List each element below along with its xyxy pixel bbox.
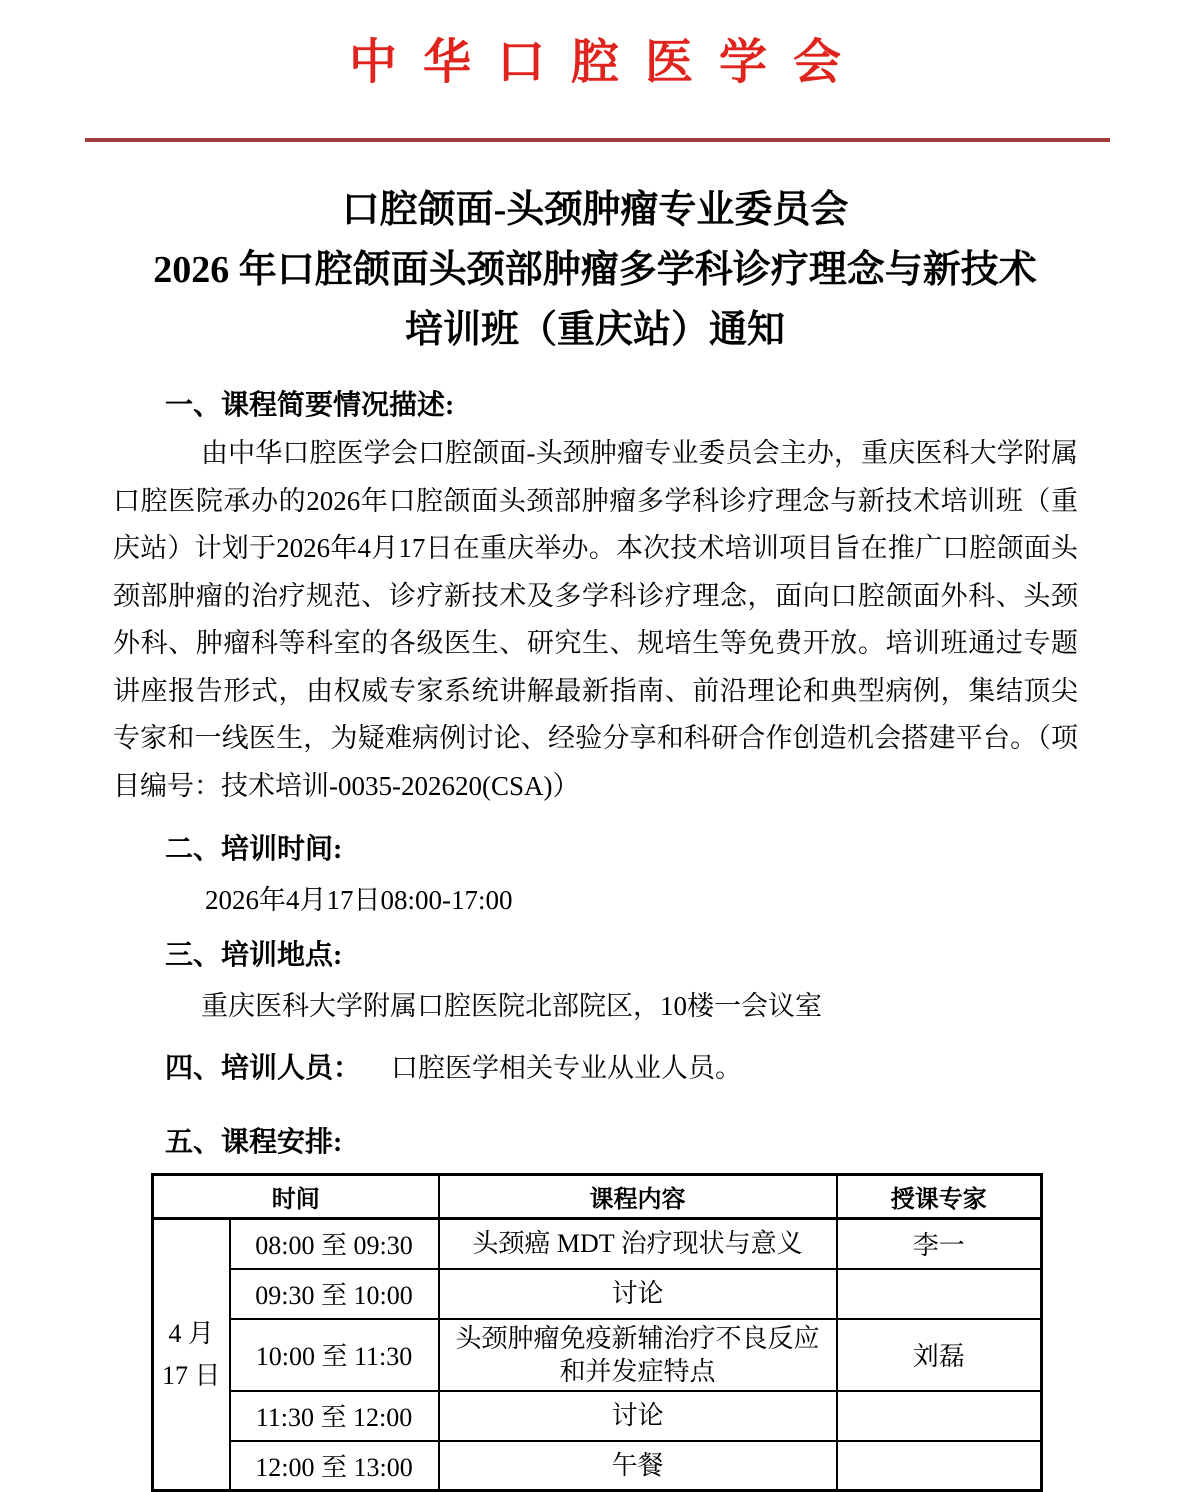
table-row bbox=[153, 1219, 1042, 1269]
schedule-content-cell: 讨论 bbox=[439, 1391, 837, 1441]
section2-body: 2026年4月17日08:00-17:00 bbox=[205, 885, 513, 915]
schedule-date-day: 17 日 bbox=[162, 1360, 221, 1390]
schedule-expert-cell bbox=[837, 1441, 1042, 1491]
doc-title-line1: 口腔颌面-头颈肿瘤专业委员会 bbox=[341, 189, 849, 231]
schedule-header-content: 课程内容 bbox=[439, 1175, 837, 1219]
table-row bbox=[153, 1441, 1042, 1491]
schedule-table bbox=[151, 1173, 1043, 1492]
schedule-time-cell: 08:00 至 09:30 bbox=[230, 1219, 439, 1269]
schedule-header-time: 时间 bbox=[153, 1175, 439, 1219]
schedule-expert-cell bbox=[837, 1269, 1042, 1319]
section4-line bbox=[113, 1052, 1078, 1085]
schedule-header-expert: 授课专家 bbox=[837, 1175, 1042, 1219]
schedule-time-cell: 11:30 至 12:00 bbox=[230, 1391, 439, 1441]
section3-body: 重庆医科大学附属口腔医院北部院区，10楼一会议室 bbox=[201, 991, 822, 1021]
schedule-content-cell: 讨论 bbox=[439, 1269, 837, 1319]
schedule-expert-cell bbox=[837, 1391, 1042, 1441]
schedule-content-cell: 午餐 bbox=[439, 1441, 837, 1491]
schedule-content-cell: 头颈癌 MDT 治疗现状与意义 bbox=[439, 1219, 837, 1269]
schedule-expert-cell: 李一 bbox=[837, 1219, 1042, 1269]
section2-heading: 二、培训时间: bbox=[165, 834, 343, 865]
org-title: 中华口腔医学会 bbox=[348, 36, 867, 89]
table-row bbox=[153, 1319, 1042, 1391]
document-body bbox=[113, 390, 1078, 1492]
doc-title bbox=[0, 180, 1190, 360]
section4-heading: 四、培训人员： bbox=[165, 1053, 362, 1084]
schedule-date-cell bbox=[153, 1219, 230, 1491]
schedule-expert-cell: 刘磊 bbox=[837, 1319, 1042, 1391]
doc-title-line2: 2026 年口腔颌面头颈部肿瘤多学科诊疗理念与新技术 bbox=[153, 249, 1037, 291]
schedule-date-month: 4 月 bbox=[168, 1318, 214, 1348]
schedule-content-cell: 头颈肿瘤免疫新辅治疗不良反应和并发症特点 bbox=[439, 1319, 837, 1391]
schedule-time-cell: 09:30 至 10:00 bbox=[230, 1269, 439, 1319]
document-page bbox=[0, 34, 1190, 1482]
table-row bbox=[153, 1391, 1042, 1441]
section4-body: 口腔医学相关专业从业人员。 bbox=[391, 1053, 743, 1083]
table-row bbox=[153, 1269, 1042, 1319]
section1-paragraph: 由中华口腔医学会口腔颌面-头颈肿瘤专业委员会主办，重庆医科大学附属口腔医院承办的2026年口腔颌面头颈部肿瘤多学科诊疗理念与新技术培训班（重庆站）计划于2026年4月17日在重庆举办。本次技术培训项目旨在推广口腔颌面头颈部肿瘤的治疗规范、诊疗新技术及多学科诊疗理念，面向口腔颌面外科、头颈外科、肿瘤科等科室的各级医生、研究生、规培生等免费开放。培训班通过专题讲座报告形式，由权威专家系统讲解最新指南、前沿理论和典型病例，集结顶尖专家和一线医生，为疑难病例讨论、经验分享和科研合作创造机会搭建平台。（项目编号：技术培训-0035-202620(CSA)） bbox=[113, 438, 1078, 801]
section3-heading: 三、培训地点: bbox=[165, 940, 343, 971]
schedule-time-cell: 12:00 至 13:00 bbox=[230, 1441, 439, 1491]
schedule-time-cell: 10:00 至 11:30 bbox=[230, 1319, 439, 1391]
doc-title-line3: 培训班（重庆站）通知 bbox=[404, 309, 785, 351]
section1-heading: 一、课程简要情况描述: bbox=[165, 390, 455, 421]
section5-heading: 五、课程安排: bbox=[165, 1127, 343, 1158]
schedule-header-row bbox=[153, 1175, 1042, 1219]
header-rule bbox=[85, 138, 1110, 142]
